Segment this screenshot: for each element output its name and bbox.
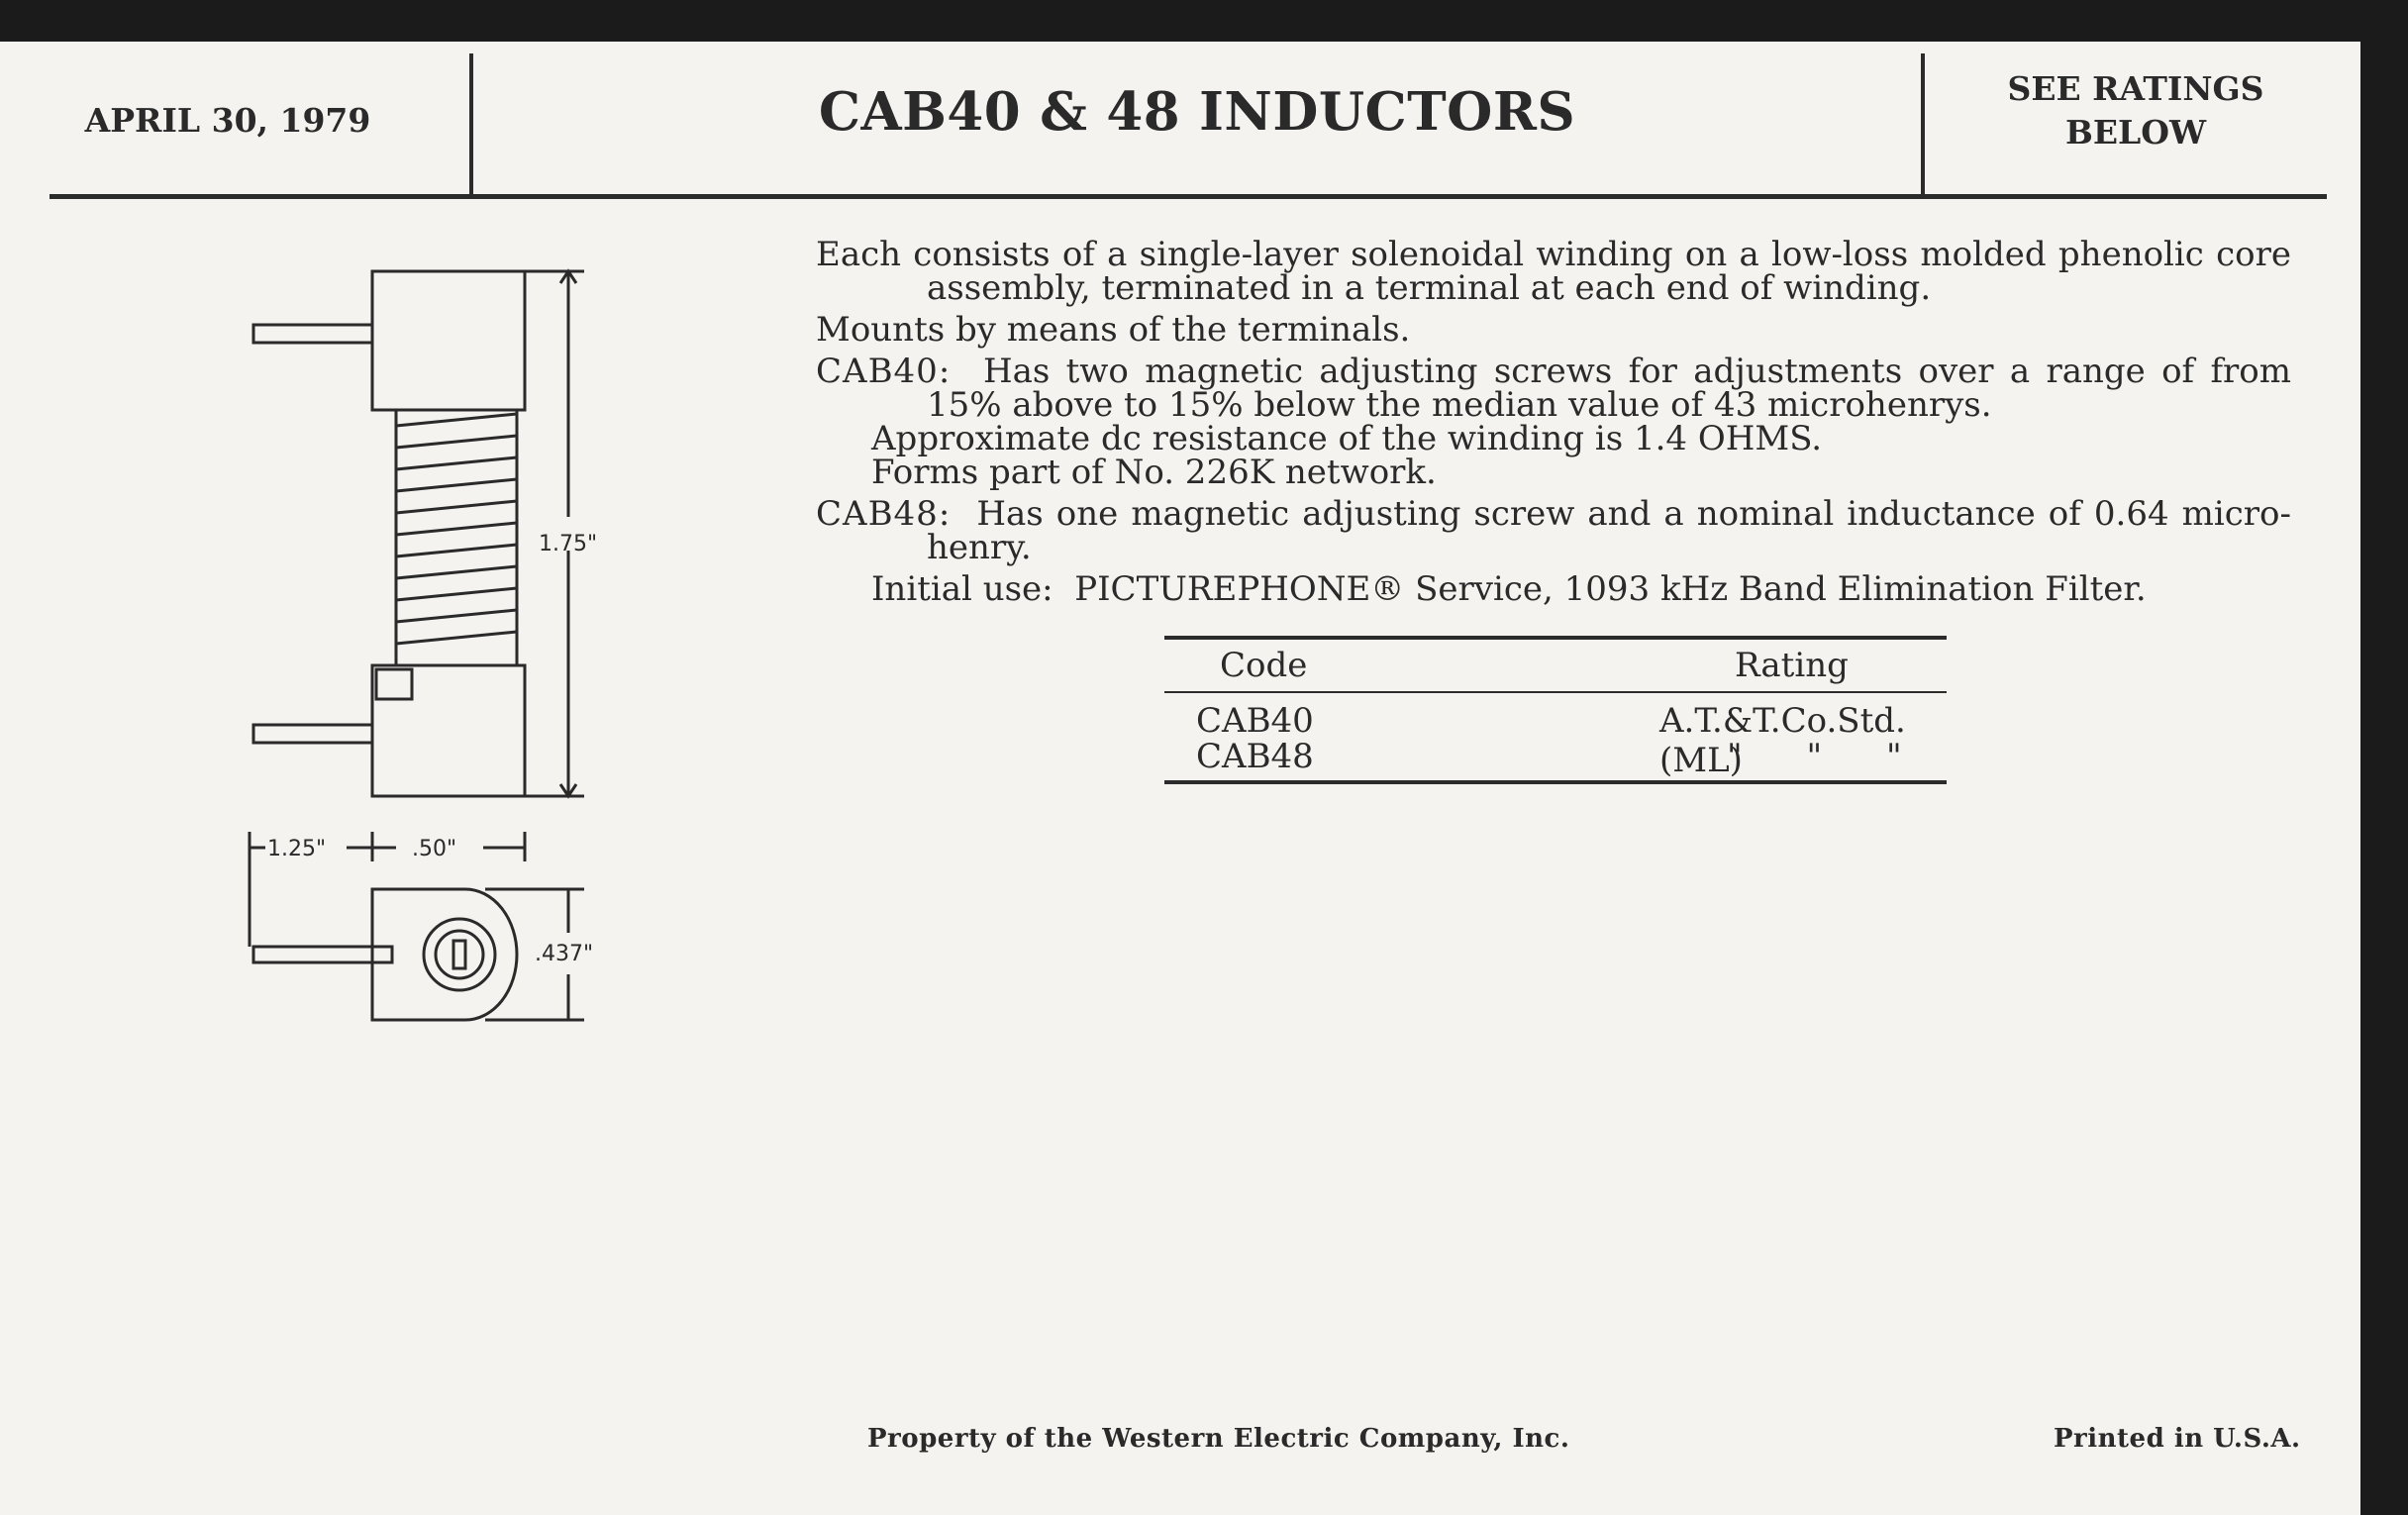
printed-notice: Printed in U.S.A. — [2054, 1424, 2301, 1454]
cab48-line-2: henry. — [927, 528, 1032, 567]
rating-header: Rating — [1735, 646, 1849, 685]
initial-use-text: PICTUREPHONE® Service, 1093 kHz Band Elimination Filter. — [1074, 569, 2147, 609]
cab48-text: Has one magnetic adjusting screw and a nominal inductance of 0.64 micro- — [976, 494, 2291, 534]
rating-cell: " " " — [1727, 737, 1902, 776]
mounting-paragraph: Mounts by means of the terminals. — [816, 310, 1411, 350]
page-title: CAB40 & 48 INDUCTORS — [818, 81, 1576, 143]
cab40-line-1 — [816, 352, 2291, 391]
cab40-label: CAB40: — [816, 352, 952, 391]
header-rule — [50, 194, 2327, 199]
rating-cell: A.T.&T.Co.Std.(ML) — [1659, 701, 1906, 780]
cab40-paragraph — [816, 352, 2291, 492]
winding-clip — [376, 669, 412, 699]
code-cell: CAB40 — [1196, 701, 1314, 741]
cab48-line-1 — [816, 494, 2291, 534]
construction-line-2: assembly, terminated in a terminal at each end of winding. — [927, 268, 1932, 308]
cab48-label: CAB48: — [816, 494, 952, 534]
table-row — [1164, 737, 1947, 776]
cab48-paragraph — [816, 494, 2291, 567]
code-cell: CAB48 — [1196, 737, 1314, 776]
construction-paragraph — [816, 235, 2291, 308]
width-dimension-label: .50" — [412, 837, 457, 861]
ratings-note-line2: BELOW — [2064, 113, 2207, 152]
ratings-note-line1: SEE RATINGS — [2007, 69, 2264, 108]
ratings-table — [1164, 636, 1947, 784]
table-header-row — [1164, 640, 1947, 691]
data-sheet-card — [0, 42, 2360, 1515]
code-header: Code — [1220, 646, 1308, 685]
ratings-note — [1931, 67, 2341, 154]
description-block — [816, 235, 2291, 614]
height-dimension-label: 1.75" — [539, 532, 598, 556]
initial-use-label: Initial use: — [871, 569, 1054, 609]
depth-dimension-label: .437" — [535, 942, 594, 966]
inductor-drawing — [238, 218, 614, 1050]
property-notice: Property of the Western Electric Company, Inc. — [867, 1424, 1570, 1454]
cab40-line-2: 15% above to 15% below the median value of 43 microhenrys. — [927, 385, 1992, 425]
cab40-line-3: Approximate dc resistance of the winding is 1.4 OHMS. — [871, 419, 1823, 458]
construction-line-1: Each consists of a single-layer solenoidal winding on a low-loss molded phenolic core — [816, 235, 2291, 274]
bottom-terminal — [253, 725, 372, 743]
cab40-text: Has two magnetic adjusting screws for adjustments over a range of from — [982, 352, 2291, 391]
lead-dimension-label: 1.25" — [267, 837, 327, 861]
top-cap-outline — [372, 271, 525, 410]
header-divider-right — [1921, 53, 1925, 198]
initial-use-paragraph — [816, 569, 2291, 609]
top-terminal — [253, 325, 372, 343]
bottom-cap-outline — [372, 665, 525, 796]
table-bottom-rule — [1164, 780, 1947, 784]
cab40-line-4: Forms part of No. 226K network. — [871, 453, 1437, 492]
issue-date: APRIL 30, 1979 — [84, 101, 371, 140]
